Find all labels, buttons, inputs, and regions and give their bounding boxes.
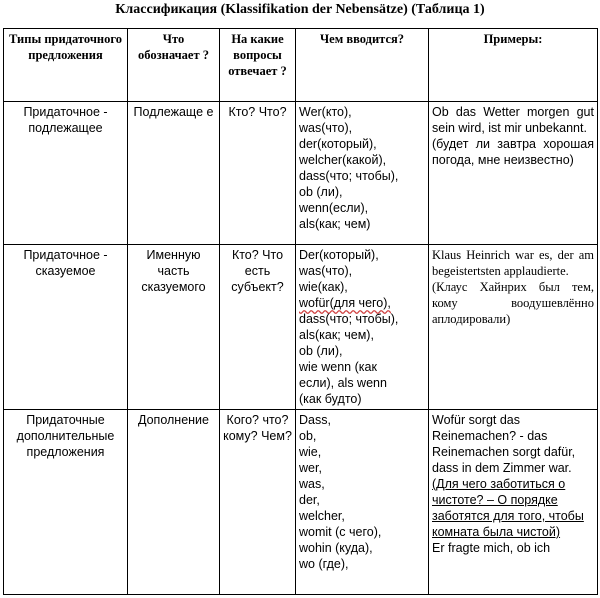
example-continued: Er fragte mich, ob ich xyxy=(432,541,551,555)
cell-type: Придаточные дополнительные предложения xyxy=(4,410,128,595)
conjunction-item: если), als wenn xyxy=(299,376,387,390)
conjunction-item: Dass, xyxy=(299,413,331,427)
header-examples: Примеры: xyxy=(429,29,598,102)
conjunction-item: ob (ли), xyxy=(299,185,343,199)
cell-type: Придаточное - сказуемое xyxy=(4,245,128,410)
cell-example xyxy=(429,410,598,595)
classification-table xyxy=(3,28,598,595)
header-meaning: Что обозначает ? xyxy=(128,29,220,102)
table-row xyxy=(4,245,598,410)
cell-example xyxy=(429,102,598,245)
cell-type: Придаточное - подлежащее xyxy=(4,102,128,245)
cell-example xyxy=(429,245,598,410)
conjunction-item: als(как; чем), xyxy=(299,328,374,342)
conjunction-item: als(как; чем) xyxy=(299,217,371,231)
conjunction-item: (как будто) xyxy=(299,392,362,406)
conjunction-item: der, xyxy=(299,493,320,507)
cell-conjunctions xyxy=(296,102,429,245)
conjunction-item: wie(как), xyxy=(299,280,348,294)
conjunction-item: welcher(какой), xyxy=(299,153,387,167)
conjunction-item: dass(что; чтобы), xyxy=(299,169,399,183)
conjunction-item: wohin (куда), xyxy=(299,541,373,555)
example-russian: (будет ли завтра хорошая погода, мне неизвестно) xyxy=(432,137,594,167)
header-type: Типы придаточного предложения xyxy=(4,29,128,102)
table-row xyxy=(4,102,598,245)
conjunction-item: wenn(если), xyxy=(299,201,369,215)
conjunction-item: wer, xyxy=(299,461,322,475)
header-questions: На какие вопросы отвечает ? xyxy=(220,29,296,102)
example-russian: (Для чего заботиться о чистоте? – О порядке заботятся для того, чтобы комната была чистой) xyxy=(432,477,584,539)
example-german: Wofür sorgt das Reinemachen? - das Reinemachen sorgt dafür, dass in dem Zimmer war. xyxy=(432,413,576,475)
conjunction-item: welcher, xyxy=(299,509,345,523)
conjunction-item: was, xyxy=(299,477,325,491)
cell-meaning: Подлежаще е xyxy=(128,102,220,245)
conjunction-item: der(который), xyxy=(299,137,377,151)
table-row xyxy=(4,410,598,595)
conjunction-item: wo (где), xyxy=(299,557,349,571)
cell-questions: Кто? Что есть субъект? xyxy=(220,245,296,410)
conjunction-item: wie, xyxy=(299,445,322,459)
example-german: Ob das Wetter morgen gut sein wird, ist mir unbekannt. xyxy=(432,105,594,135)
conjunction-item: wie wenn (как xyxy=(299,360,377,374)
example-german: Klaus Heinrich war es, der am begeistertsten applaudierte. xyxy=(432,248,594,278)
conjunction-item: Der(который), xyxy=(299,248,379,262)
cell-conjunctions xyxy=(296,245,429,410)
conjunction-item: was(что), xyxy=(299,264,353,278)
conjunction-item: Wer(кто), xyxy=(299,105,352,119)
cell-conjunctions xyxy=(296,410,429,595)
cell-questions: Кто? Что? xyxy=(220,102,296,245)
conjunction-item: was(что), xyxy=(299,121,353,135)
cell-meaning: Дополнение xyxy=(128,410,220,595)
conjunction-item: ob (ли), xyxy=(299,344,343,358)
table-title: Классификация (Klassifikation der Nebensätze) (Таблица 1) xyxy=(115,2,485,17)
conjunction-item: dass(что; чтобы), xyxy=(299,312,399,326)
header-conjunctions: Чем вводится? xyxy=(296,29,429,102)
conjunction-item: wofür(для чего), xyxy=(299,296,391,310)
header-row xyxy=(4,29,598,102)
cell-questions: Кого? что? кому? Чем? xyxy=(220,410,296,595)
conjunction-item: ob, xyxy=(299,429,317,443)
conjunction-item: womit (с чего), xyxy=(299,525,382,539)
example-russian: (Клаус Хайнрих был тем, кому воодушевлённо аплодировали) xyxy=(432,280,594,326)
cell-meaning: Именную часть сказуемого xyxy=(128,245,220,410)
